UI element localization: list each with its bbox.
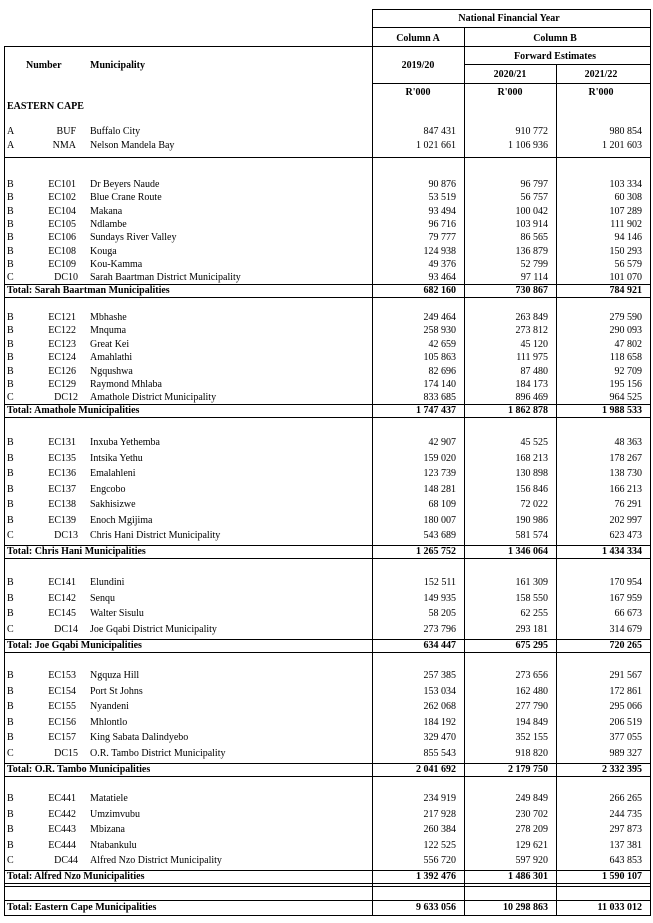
municipality-name: Matatiele bbox=[90, 793, 128, 804]
municipality-name: Umzimvubu bbox=[90, 809, 140, 820]
province-heading: EASTERN CAPE bbox=[7, 101, 84, 112]
municipality-code: EC154 bbox=[48, 686, 76, 697]
value-2019-20: 180 007 bbox=[423, 515, 456, 526]
grand-total-2020-21: 10 298 863 bbox=[503, 902, 548, 913]
municipality-code: EC135 bbox=[48, 453, 76, 464]
value-2020-21: 168 213 bbox=[515, 453, 548, 464]
municipality-name: Inxuba Yethemba bbox=[90, 437, 160, 448]
municipality-code: EC136 bbox=[48, 468, 76, 479]
value-2020-21: 97 114 bbox=[520, 272, 548, 283]
value-2019-20: 90 876 bbox=[428, 179, 456, 190]
municipality-name: Ngqushwa bbox=[90, 366, 133, 377]
municipality-name: Amahlathi bbox=[90, 352, 133, 363]
value-2020-21: 352 155 bbox=[515, 732, 548, 743]
value-2019-20: 93 494 bbox=[428, 206, 456, 217]
value-2019-20: 833 685 bbox=[423, 392, 456, 403]
value-2021-22: 964 525 bbox=[609, 392, 642, 403]
municipality-name: Makana bbox=[90, 206, 123, 217]
number-column-heading: Number bbox=[26, 60, 62, 71]
municipality-code: EC443 bbox=[48, 824, 76, 835]
municipality-category: B bbox=[7, 366, 14, 377]
municipality-category: B bbox=[7, 577, 14, 588]
header-top-rule bbox=[372, 9, 651, 10]
value-2019-20: 258 930 bbox=[423, 325, 456, 336]
value-2021-22: 150 293 bbox=[609, 246, 642, 257]
municipality-code: EC156 bbox=[48, 717, 76, 728]
value-2019-20: 262 068 bbox=[423, 701, 456, 712]
municipality-code: BUF bbox=[56, 126, 76, 137]
group-total-2020-21: 675 295 bbox=[515, 640, 548, 651]
value-2019-20: 93 464 bbox=[428, 272, 456, 283]
value-2019-20: 122 525 bbox=[423, 840, 456, 851]
group-separator-rule bbox=[4, 157, 651, 158]
municipality-category: C bbox=[7, 855, 14, 866]
municipality-code: EC106 bbox=[48, 232, 76, 243]
value-2019-20: 68 109 bbox=[428, 499, 456, 510]
municipality-category: C bbox=[7, 530, 14, 541]
group-total-2019-20: 1 392 476 bbox=[416, 871, 456, 882]
value-2019-20: 847 431 bbox=[423, 126, 456, 137]
value-2020-21: 156 846 bbox=[515, 484, 548, 495]
municipality-name: Great Kei bbox=[90, 339, 130, 350]
municipality-name: O.R. Tambo District Municipality bbox=[90, 748, 226, 759]
value-2020-21: 273 656 bbox=[515, 670, 548, 681]
municipality-name: Engcobo bbox=[90, 484, 126, 495]
group-total-2021-22: 1 434 334 bbox=[602, 546, 642, 557]
value-2019-20: 42 907 bbox=[428, 437, 456, 448]
forward-estimates-heading: Forward Estimates bbox=[514, 51, 596, 62]
municipality-name: Blue Crane Route bbox=[90, 192, 162, 203]
header-bottom-rule bbox=[372, 83, 651, 84]
municipality-code: DC13 bbox=[54, 530, 78, 541]
municipality-code: DC15 bbox=[54, 748, 78, 759]
municipality-name: Ntabankulu bbox=[90, 840, 137, 851]
unit-label-a: R'000 bbox=[405, 87, 431, 98]
value-2021-22: 178 267 bbox=[609, 453, 642, 464]
value-2020-21: 597 920 bbox=[515, 855, 548, 866]
value-2021-22: 47 802 bbox=[614, 339, 642, 350]
value-2020-21: 249 849 bbox=[515, 793, 548, 804]
municipality-category: B bbox=[7, 259, 14, 270]
municipality-code: EC122 bbox=[48, 325, 76, 336]
value-2021-22: 48 363 bbox=[614, 437, 642, 448]
value-2019-20: 148 281 bbox=[423, 484, 456, 495]
value-2021-22: 295 066 bbox=[609, 701, 642, 712]
municipality-category: B bbox=[7, 593, 14, 604]
municipality-code: EC105 bbox=[48, 219, 76, 230]
municipality-name: Sundays River Valley bbox=[90, 232, 177, 243]
value-2020-21: 162 480 bbox=[515, 686, 548, 697]
value-2020-21: 56 757 bbox=[520, 192, 548, 203]
column-b2-left-rule bbox=[556, 64, 557, 916]
municipality-category: B bbox=[7, 179, 14, 190]
municipality-name: Dr Beyers Naude bbox=[90, 179, 160, 190]
municipality-name: Buffalo City bbox=[90, 126, 141, 137]
municipality-code: DC44 bbox=[54, 855, 78, 866]
municipality-name: Mbizana bbox=[90, 824, 125, 835]
municipality-category: B bbox=[7, 793, 14, 804]
value-2020-21: 103 914 bbox=[515, 219, 548, 230]
municipality-name: Mbhashe bbox=[90, 312, 127, 323]
municipality-code: EC442 bbox=[48, 809, 76, 820]
value-2021-22: 279 590 bbox=[609, 312, 642, 323]
value-2021-22: 60 308 bbox=[614, 192, 642, 203]
municipality-code: EC138 bbox=[48, 499, 76, 510]
municipality-code: NMA bbox=[52, 140, 76, 151]
value-2019-20: 58 205 bbox=[428, 608, 456, 619]
municipality-category: B bbox=[7, 732, 14, 743]
group-total-2021-22: 1 590 107 bbox=[602, 871, 642, 882]
municipality-name: Kou-Kamma bbox=[90, 259, 143, 270]
value-2021-22: 290 093 bbox=[609, 325, 642, 336]
group-total-2020-21: 730 867 bbox=[515, 285, 548, 296]
value-2020-21: 190 986 bbox=[515, 515, 548, 526]
municipality-code: EC139 bbox=[48, 515, 76, 526]
value-2020-21: 184 173 bbox=[515, 379, 548, 390]
group-total-2021-22: 1 988 533 bbox=[602, 405, 642, 416]
total-bottom-rule bbox=[4, 417, 651, 418]
value-2020-21: 896 469 bbox=[515, 392, 548, 403]
municipality-name: Senqu bbox=[90, 593, 115, 604]
municipality-name: King Sabata Dalindyebo bbox=[90, 732, 189, 743]
municipality-category: B bbox=[7, 824, 14, 835]
value-2021-22: 314 679 bbox=[609, 624, 642, 635]
value-2020-21: 87 480 bbox=[520, 366, 548, 377]
municipality-code: EC157 bbox=[48, 732, 76, 743]
value-2019-20: 1 021 661 bbox=[416, 140, 456, 151]
value-2020-21: 129 621 bbox=[515, 840, 548, 851]
municipality-code: EC141 bbox=[48, 577, 76, 588]
municipality-category: C bbox=[7, 624, 14, 635]
group-total-label: Total: Chris Hani Municipalities bbox=[7, 546, 146, 557]
value-2020-21: 45 525 bbox=[520, 437, 548, 448]
value-2020-21: 111 975 bbox=[516, 352, 548, 363]
municipality-category: B bbox=[7, 686, 14, 697]
value-2020-21: 96 797 bbox=[520, 179, 548, 190]
value-2020-21: 100 042 bbox=[515, 206, 548, 217]
municipality-name: Emalahleni bbox=[90, 468, 136, 479]
value-2019-20: 79 777 bbox=[428, 232, 456, 243]
municipality-category: B bbox=[7, 339, 14, 350]
municipality-category: B bbox=[7, 219, 14, 230]
municipality-category: B bbox=[7, 515, 14, 526]
unit-label-b1: R'000 bbox=[497, 87, 523, 98]
value-2021-22: 623 473 bbox=[609, 530, 642, 541]
value-2021-22: 195 156 bbox=[609, 379, 642, 390]
municipality-category: C bbox=[7, 272, 14, 283]
municipality-code: EC121 bbox=[48, 312, 76, 323]
value-2021-22: 137 381 bbox=[609, 840, 642, 851]
value-2021-22: 101 070 bbox=[609, 272, 642, 283]
municipality-category: B bbox=[7, 192, 14, 203]
value-2020-21: 86 565 bbox=[520, 232, 548, 243]
value-2021-22: 170 954 bbox=[609, 577, 642, 588]
municipality-code: DC10 bbox=[54, 272, 78, 283]
municipality-name: Chris Hani District Municipality bbox=[90, 530, 221, 541]
municipality-code: EC101 bbox=[48, 179, 76, 190]
value-2019-20: 174 140 bbox=[423, 379, 456, 390]
value-2021-22: 138 730 bbox=[609, 468, 642, 479]
group-total-2021-22: 2 332 395 bbox=[602, 764, 642, 775]
value-2020-21: 278 209 bbox=[515, 824, 548, 835]
municipality-category: B bbox=[7, 453, 14, 464]
municipality-category: B bbox=[7, 484, 14, 495]
municipality-code: DC14 bbox=[54, 624, 78, 635]
value-2019-20: 153 034 bbox=[423, 686, 456, 697]
municipality-name: Walter Sisulu bbox=[90, 608, 144, 619]
municipality-category: B bbox=[7, 379, 14, 390]
value-2021-22: 172 861 bbox=[609, 686, 642, 697]
municipality-code: EC142 bbox=[48, 593, 76, 604]
value-2019-20: 217 928 bbox=[423, 809, 456, 820]
municipality-category: B bbox=[7, 246, 14, 257]
total-bottom-rule bbox=[4, 297, 651, 298]
value-2021-22: 266 265 bbox=[609, 793, 642, 804]
value-2021-22: 107 289 bbox=[609, 206, 642, 217]
value-2019-20: 556 720 bbox=[423, 855, 456, 866]
grand-total-2019-20: 9 633 056 bbox=[416, 902, 456, 913]
value-2021-22: 56 579 bbox=[614, 259, 642, 270]
value-2021-22: 202 997 bbox=[609, 515, 642, 526]
municipality-category: B bbox=[7, 312, 14, 323]
value-2019-20: 257 385 bbox=[423, 670, 456, 681]
municipality-code: EC131 bbox=[48, 437, 76, 448]
municipality-category: B bbox=[7, 717, 14, 728]
value-2020-21: 52 799 bbox=[520, 259, 548, 270]
total-bottom-rule bbox=[4, 558, 651, 559]
value-2019-20: 234 919 bbox=[423, 793, 456, 804]
group-total-label: Total: O.R. Tambo Municipalities bbox=[7, 764, 151, 775]
group-total-2019-20: 1 747 437 bbox=[416, 405, 456, 416]
municipality-name: Ndlambe bbox=[90, 219, 127, 230]
municipality-category: B bbox=[7, 325, 14, 336]
municipality-name: Sakhisizwe bbox=[90, 499, 136, 510]
municipality-category: B bbox=[7, 809, 14, 820]
year-2019-20-heading: 2019/20 bbox=[401, 60, 435, 71]
municipality-category: A bbox=[7, 126, 15, 137]
value-2020-21: 293 181 bbox=[515, 624, 548, 635]
value-2021-22: 980 854 bbox=[609, 126, 642, 137]
municipality-name: Elundini bbox=[90, 577, 125, 588]
municipality-category: B bbox=[7, 670, 14, 681]
header-rule bbox=[464, 64, 651, 65]
total-bottom-rule bbox=[4, 652, 651, 653]
column-a-heading: Column A bbox=[396, 33, 440, 44]
municipality-name: Amathole District Municipality bbox=[90, 392, 217, 403]
value-2021-22: 76 291 bbox=[614, 499, 642, 510]
group-total-2019-20: 682 160 bbox=[423, 285, 456, 296]
value-2021-22: 989 327 bbox=[609, 748, 642, 759]
value-2021-22: 291 567 bbox=[609, 670, 642, 681]
right-border bbox=[650, 9, 651, 916]
municipality-name: Nelson Mandela Bay bbox=[90, 140, 175, 151]
value-2019-20: 123 739 bbox=[423, 468, 456, 479]
value-2019-20: 543 689 bbox=[423, 530, 456, 541]
value-2021-22: 111 902 bbox=[610, 219, 642, 230]
value-2020-21: 62 255 bbox=[520, 608, 548, 619]
value-2019-20: 96 716 bbox=[428, 219, 456, 230]
municipality-column-heading: Municipality bbox=[90, 60, 146, 71]
municipality-name: Nyandeni bbox=[90, 701, 129, 712]
value-2020-21: 194 849 bbox=[515, 717, 548, 728]
group-total-2019-20: 1 265 752 bbox=[416, 546, 456, 557]
value-2020-21: 277 790 bbox=[515, 701, 548, 712]
value-2020-21: 230 702 bbox=[515, 809, 548, 820]
header-rule bbox=[372, 27, 651, 28]
value-2020-21: 161 309 bbox=[515, 577, 548, 588]
municipality-code: EC153 bbox=[48, 670, 76, 681]
value-2021-22: 103 334 bbox=[609, 179, 642, 190]
municipality-code: EC109 bbox=[48, 259, 76, 270]
value-2019-20: 49 376 bbox=[428, 259, 456, 270]
municipality-code: EC145 bbox=[48, 608, 76, 619]
municipality-code: EC137 bbox=[48, 484, 76, 495]
municipality-code: EC126 bbox=[48, 366, 76, 377]
group-total-2019-20: 2 041 692 bbox=[416, 764, 456, 775]
municipality-name: Joe Gqabi District Municipality bbox=[90, 624, 217, 635]
value-2021-22: 66 673 bbox=[614, 608, 642, 619]
value-2021-22: 206 519 bbox=[609, 717, 642, 728]
value-2020-21: 263 849 bbox=[515, 312, 548, 323]
value-2021-22: 377 055 bbox=[609, 732, 642, 743]
municipality-category: B bbox=[7, 206, 14, 217]
column-b-heading: Column B bbox=[533, 33, 577, 44]
municipality-code: EC104 bbox=[48, 206, 76, 217]
value-2019-20: 249 464 bbox=[423, 312, 456, 323]
municipality-name: Ngquza Hill bbox=[90, 670, 140, 681]
value-2021-22: 643 853 bbox=[609, 855, 642, 866]
value-2020-21: 136 879 bbox=[515, 246, 548, 257]
municipality-category: B bbox=[7, 232, 14, 243]
grand-total-label: Total: Eastern Cape Municipalities bbox=[7, 902, 157, 913]
municipality-category: B bbox=[7, 468, 14, 479]
value-2019-20: 105 863 bbox=[423, 352, 456, 363]
municipality-name: Raymond Mhlaba bbox=[90, 379, 162, 390]
municipality-code: DC12 bbox=[54, 392, 78, 403]
group-total-2020-21: 1 862 878 bbox=[508, 405, 548, 416]
municipality-category: B bbox=[7, 840, 14, 851]
value-2020-21: 273 812 bbox=[515, 325, 548, 336]
municipality-category: B bbox=[7, 499, 14, 510]
year-2021-22-heading: 2021/22 bbox=[584, 69, 618, 80]
total-bottom-rule bbox=[4, 883, 651, 884]
value-2021-22: 167 959 bbox=[609, 593, 642, 604]
municipality-code: EC441 bbox=[48, 793, 76, 804]
municipality-category: C bbox=[7, 748, 14, 759]
value-2019-20: 273 796 bbox=[423, 624, 456, 635]
value-2019-20: 53 519 bbox=[428, 192, 456, 203]
value-2019-20: 260 384 bbox=[423, 824, 456, 835]
value-2020-21: 918 820 bbox=[515, 748, 548, 759]
column-b1-left-rule bbox=[464, 27, 465, 916]
value-2019-20: 855 543 bbox=[423, 748, 456, 759]
value-2019-20: 42 659 bbox=[428, 339, 456, 350]
value-2019-20: 82 696 bbox=[428, 366, 456, 377]
column-a-left-rule bbox=[372, 9, 373, 916]
grand-total-top-rule bbox=[4, 900, 651, 901]
municipality-code: EC129 bbox=[48, 379, 76, 390]
value-2021-22: 244 735 bbox=[609, 809, 642, 820]
left-border bbox=[4, 46, 5, 916]
year-2020-21-heading: 2020/21 bbox=[493, 69, 527, 80]
value-2021-22: 92 709 bbox=[614, 366, 642, 377]
municipality-category: B bbox=[7, 701, 14, 712]
value-2021-22: 94 146 bbox=[614, 232, 642, 243]
value-2021-22: 297 873 bbox=[609, 824, 642, 835]
group-total-2020-21: 2 179 750 bbox=[508, 764, 548, 775]
municipality-category: B bbox=[7, 608, 14, 619]
value-2021-22: 118 658 bbox=[609, 352, 642, 363]
value-2019-20: 184 192 bbox=[423, 717, 456, 728]
municipality-name: Mnquma bbox=[90, 325, 127, 336]
value-2021-22: 1 201 603 bbox=[602, 140, 642, 151]
value-2020-21: 910 772 bbox=[515, 126, 548, 137]
value-2020-21: 1 106 936 bbox=[508, 140, 548, 151]
total-bottom-rule bbox=[4, 776, 651, 777]
municipality-name: Kouga bbox=[90, 246, 117, 257]
value-2019-20: 152 511 bbox=[423, 577, 456, 588]
group-total-2020-21: 1 486 301 bbox=[508, 871, 548, 882]
value-2020-21: 581 574 bbox=[515, 530, 548, 541]
value-2019-20: 149 935 bbox=[423, 593, 456, 604]
national-financial-year-heading: National Financial Year bbox=[458, 13, 560, 24]
unit-label-b2: R'000 bbox=[588, 87, 614, 98]
municipality-name: Port St Johns bbox=[90, 686, 143, 697]
municipality-code: EC124 bbox=[48, 352, 76, 363]
value-2020-21: 72 022 bbox=[520, 499, 548, 510]
municipality-name: Mhlontlo bbox=[90, 717, 128, 728]
municipality-code: EC108 bbox=[48, 246, 76, 257]
municipality-category: C bbox=[7, 392, 14, 403]
group-total-label: Total: Amathole Municipalities bbox=[7, 405, 140, 416]
value-2021-22: 166 213 bbox=[609, 484, 642, 495]
value-2019-20: 329 470 bbox=[423, 732, 456, 743]
municipality-category: A bbox=[7, 140, 15, 151]
value-2020-21: 158 550 bbox=[515, 593, 548, 604]
group-total-2021-22: 784 921 bbox=[609, 285, 642, 296]
group-total-label: Total: Sarah Baartman Municipalities bbox=[7, 285, 170, 296]
group-total-label: Total: Joe Gqabi Municipalities bbox=[7, 640, 142, 651]
municipality-name: Alfred Nzo District Municipality bbox=[90, 855, 222, 866]
value-2020-21: 45 120 bbox=[520, 339, 548, 350]
municipality-name: Intsika Yethu bbox=[90, 453, 143, 464]
value-2019-20: 124 938 bbox=[423, 246, 456, 257]
municipality-name: Sarah Baartman District Municipality bbox=[90, 272, 241, 283]
grand-total-2021-22: 11 033 012 bbox=[597, 902, 642, 913]
group-total-2019-20: 634 447 bbox=[423, 640, 456, 651]
table-bottom-rule bbox=[4, 915, 651, 916]
group-total-2020-21: 1 346 064 bbox=[508, 546, 548, 557]
header-rule bbox=[4, 46, 651, 47]
municipality-code: EC155 bbox=[48, 701, 76, 712]
grand-total-spacer-rule bbox=[4, 886, 651, 887]
municipality-category: B bbox=[7, 352, 14, 363]
group-total-label: Total: Alfred Nzo Municipalities bbox=[7, 871, 145, 882]
municipality-code: EC123 bbox=[48, 339, 76, 350]
municipality-category: B bbox=[7, 437, 14, 448]
municipality-code: EC444 bbox=[48, 840, 76, 851]
value-2020-21: 130 898 bbox=[515, 468, 548, 479]
value-2019-20: 159 020 bbox=[423, 453, 456, 464]
municipality-code: EC102 bbox=[48, 192, 76, 203]
municipality-name: Enoch Mgijima bbox=[90, 515, 153, 526]
group-total-2021-22: 720 265 bbox=[609, 640, 642, 651]
